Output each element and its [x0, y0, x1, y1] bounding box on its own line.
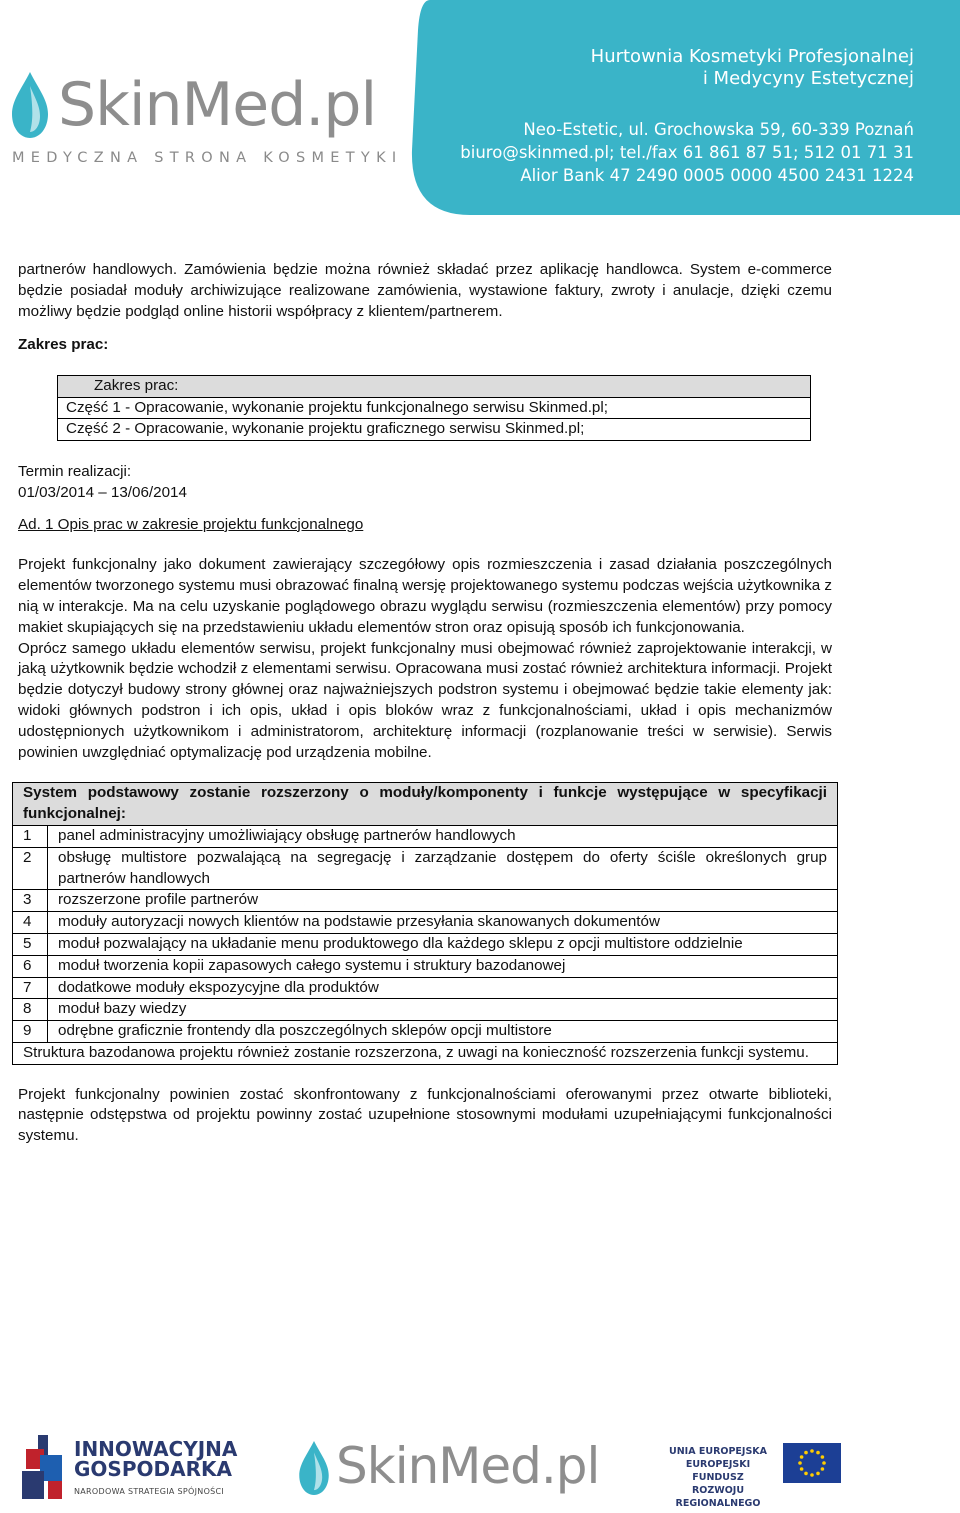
table-row: 6 moduł tworzenia kopii zapasowych całego systemu i struktury bazodanowej	[13, 955, 838, 977]
footer-logos	[0, 1425, 960, 1513]
company-name-line1: Hurtownia Kosmetyki Profesjonalnej	[590, 46, 914, 67]
intro-paragraph: partnerów handlowych. Zamówienia będzie można również składać przez aplikację handlowca. System e-commerce będzie posiadał moduły archiwizujące realizowane zamówienia, wystawione faktury, zwroty i anulacje, dzięki czemu możliwy będzie podgląd online historii współpracy z klientem/partnerem.	[18, 261, 832, 320]
scope-heading: Zakres prac:	[18, 336, 109, 354]
table-row: 9 odrębne graficznie frontendy dla poszczególnych sklepów opcji multistore	[13, 1021, 838, 1043]
company-contact: biuro@skinmed.pl; tel./fax 61 861 87 51; 512 01 71 31	[460, 143, 914, 162]
table-row: 2 obsługę multistore pozwalającą na segregację i zarządzanie dostępem do oferty ściśle określonych grup partnerów handlowych	[13, 847, 838, 890]
ig-logo-text	[74, 1439, 237, 1479]
eu-line-3: ROZWOJU REGIONALNEGO	[675, 1485, 761, 1509]
ig-subtitle: NARODOWA STRATEGIA SPÓJNOŚCI	[74, 1487, 225, 1496]
table-row: 8 moduł bazy wiedzy	[13, 999, 838, 1021]
innovative-economy-icon	[18, 1435, 70, 1501]
eu-line-2: EUROPEJSKI FUNDUSZ	[685, 1459, 751, 1483]
logo-tagline: MEDYCZNA STRONA KOSMETYKI	[12, 150, 403, 166]
term-value: 01/03/2014 – 13/06/2014	[18, 483, 187, 501]
table-row: 7 dodatkowe moduły ekspozycyjne dla produktów	[13, 977, 838, 999]
ig-line-2: GOSPODARKA	[74, 1457, 232, 1481]
eu-flag-icon	[783, 1443, 841, 1483]
closing-paragraph: Projekt funkcjonalny powinien zostać skonfrontowany z funkcjonalnościami oferowanymi przez otwarte biblioteki, następnie odstępstwa od projektu powinny zostać uzupełnione stosownymi modułami uzupełniającymi funkcjonalności systemu.	[18, 1085, 832, 1145]
func-table-footer: Struktura bazodanowa projektu również zostanie rozszerzona, z uwagi na konieczność rozszerzenia funkcji systemu.	[13, 1042, 838, 1064]
ad1-heading: Ad. 1 Opis prac w zakresie projektu funkcjonalnego	[18, 515, 364, 533]
letterhead	[0, 0, 960, 215]
eu-fund-text	[663, 1445, 773, 1510]
skinmed-drop-icon-footer	[296, 1439, 332, 1497]
table-row: 1 panel administracyjny umożliwiający obsługę partnerów handlowych	[13, 825, 838, 847]
table-row: 4 moduły autoryzacji nowych klientów na podstawie przesyłania skanowanych dokumentów	[13, 912, 838, 934]
company-info	[460, 46, 914, 187]
skinmed-drop-icon	[8, 70, 52, 140]
table-row: 5 moduł pozwalający na układanie menu produktowego dla każdego sklepu z opcji multistore oddzielnie	[13, 933, 838, 955]
term-label: Termin realizacji:	[18, 462, 132, 480]
table-row: 3 rozszerzone profile partnerów	[13, 890, 838, 912]
ad1-paragraph-1: Projekt funkcjonalny jako dokument zawierający szczegółowy opis rozmieszczenia i zasad działania poszczególnych elementów tworzonego systemu musi obrazować finalną wersję projektowanego systemu podczas wejścia użytkownika z nią w interakcje. Ma na celu uzyskanie poglądowego obrazu wyglądu serwisu (rozmieszczenia elementów) przy pomocy makiet skupiających się na przedstawieniu układu elementów stron oraz opisują sposób ich funkcjonowania.	[18, 556, 832, 636]
logo-wordmark: SkinMed.pl	[58, 70, 377, 140]
functional-spec-table	[12, 782, 838, 1064]
ad1-paragraph-2: Oprócz samego układu elementów serwisu, projekt funkcjonalny musi obejmować również zaprojektowanie interakcji, w jaką użytkownik będzie wchodził z elementami serwisu. Opracowana musi zostać również architektura informacji. Projekt będzie dotyczył budowy strony głównej oraz najważniejszych podstron systemu i obejmować będzie takie elementy jak: widoki głównych podstron i ich opis, układ i opis bloków wraz z funkcjonalnościami, układ i opis mechanizmów udostępnionych użytkownikom i administratorom, architekturę informacji (rozplanowanie treści w serwisie). Serwis powinien uwzględniać optymalizację pod urządzenia mobilne.	[18, 639, 832, 761]
func-table-header: System podstawowy zostanie rozszerzony o moduły/komponenty i funkcje występujące w specyfikacji funkcjonalnej:	[13, 783, 838, 826]
footer-logo-wordmark: SkinMed.pl	[336, 1437, 600, 1495]
scope-table-header: Zakres prac:	[58, 376, 811, 398]
company-name-line2: i Medycyny Estetycznej	[702, 68, 914, 89]
scope-row-1: Część 1 - Opracowanie, wykonanie projektu funkcjonalnego serwisu Skinmed.pl;	[58, 397, 811, 419]
eu-line-1: UNIA EUROPEJSKA	[669, 1446, 767, 1457]
document-body	[18, 260, 832, 1147]
scope-table	[57, 375, 811, 441]
company-bank: Alior Bank 47 2490 0005 0000 4500 2431 1224	[520, 166, 914, 185]
ig-line-1: INNOWACYJNA	[74, 1437, 238, 1461]
company-address: Neo-Estetic, ul. Grochowska 59, 60-339 Poznań	[523, 120, 914, 139]
scope-row-2: Część 2 - Opracowanie, wykonanie projektu graficznego serwisu Skinmed.pl;	[58, 419, 811, 441]
